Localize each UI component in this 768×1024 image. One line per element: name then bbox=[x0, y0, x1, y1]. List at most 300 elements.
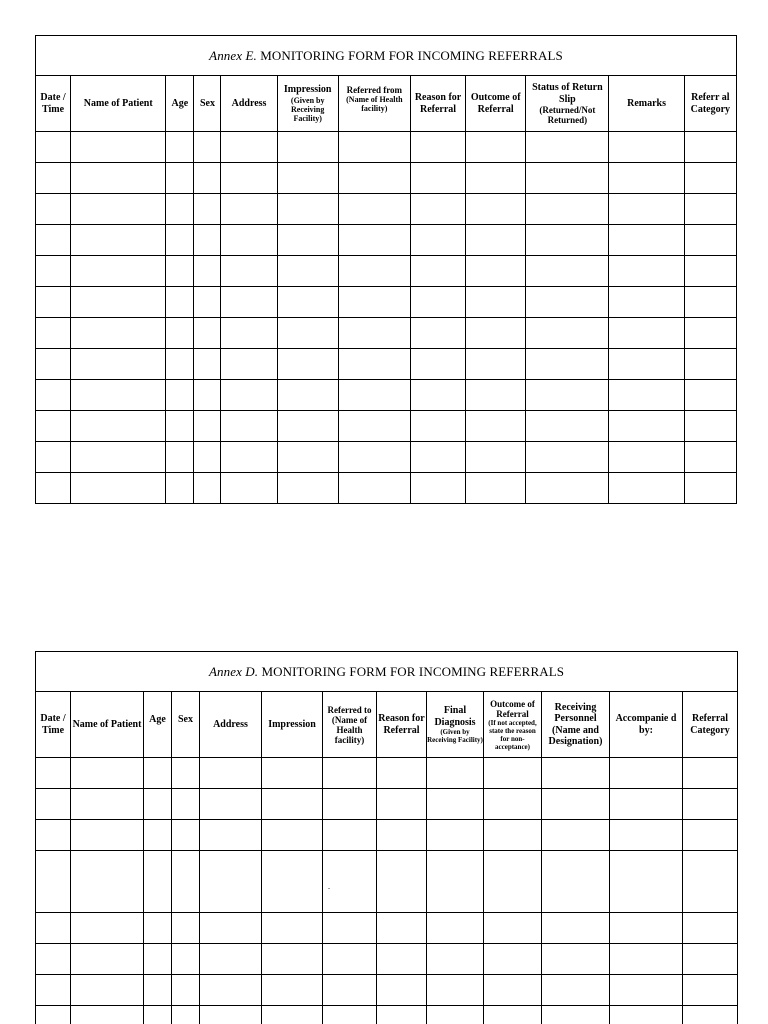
blank-entry-cell[interactable] bbox=[166, 132, 194, 163]
blank-entry-cell[interactable] bbox=[410, 225, 465, 256]
header-age-label: Age bbox=[149, 714, 166, 725]
blank-entry-cell[interactable] bbox=[609, 473, 684, 504]
blank-entry-cell[interactable] bbox=[323, 851, 377, 913]
blank-entry-cell[interactable] bbox=[338, 318, 410, 349]
blank-entry-cell[interactable] bbox=[609, 132, 684, 163]
blank-entry-cell[interactable] bbox=[610, 851, 683, 913]
blank-entry-cell[interactable] bbox=[526, 318, 609, 349]
blank-entry-cell[interactable] bbox=[684, 163, 736, 194]
header-referral-category: Referr al Category bbox=[684, 76, 736, 132]
blank-entry-cell[interactable] bbox=[36, 225, 71, 256]
blank-entry-cell[interactable] bbox=[609, 287, 684, 318]
table-row bbox=[36, 473, 737, 504]
blank-entry-cell[interactable] bbox=[323, 913, 377, 944]
blank-entry-cell[interactable] bbox=[410, 473, 465, 504]
blank-entry-cell[interactable] bbox=[221, 163, 277, 194]
blank-entry-cell[interactable] bbox=[466, 194, 526, 225]
header-name-of-patient: Name of Patient bbox=[71, 692, 144, 758]
blank-entry-cell[interactable] bbox=[200, 944, 262, 975]
blank-entry-cell[interactable] bbox=[684, 225, 736, 256]
header-date-time: Date / Time bbox=[36, 692, 71, 758]
blank-entry-cell[interactable] bbox=[466, 411, 526, 442]
blank-entry-cell[interactable] bbox=[36, 349, 71, 380]
blank-entry-cell[interactable] bbox=[610, 758, 683, 789]
blank-entry-cell[interactable] bbox=[410, 194, 465, 225]
blank-entry-cell[interactable] bbox=[221, 380, 277, 411]
blank-entry-cell[interactable] bbox=[410, 318, 465, 349]
blank-entry-cell[interactable] bbox=[277, 132, 338, 163]
blank-entry-cell[interactable] bbox=[172, 975, 200, 1006]
blank-entry-cell[interactable] bbox=[610, 1006, 683, 1024]
blank-entry-cell[interactable] bbox=[610, 913, 683, 944]
blank-entry-cell[interactable] bbox=[323, 820, 377, 851]
blank-entry-cell[interactable] bbox=[338, 442, 410, 473]
blank-entry-cell[interactable] bbox=[609, 318, 684, 349]
blank-entry-cell[interactable] bbox=[609, 442, 684, 473]
table-row bbox=[36, 380, 737, 411]
annex-d-header-row bbox=[36, 692, 738, 758]
blank-entry-cell[interactable] bbox=[684, 318, 736, 349]
blank-entry-cell[interactable] bbox=[200, 758, 262, 789]
annex-e-title bbox=[36, 36, 737, 76]
blank-entry-cell[interactable] bbox=[172, 851, 200, 913]
header-receiving-personnel: Receiving Personnel (Name and Designation) bbox=[542, 692, 610, 758]
blank-entry-cell[interactable] bbox=[484, 944, 542, 975]
blank-entry-cell[interactable] bbox=[172, 1006, 200, 1024]
blank-entry-cell[interactable] bbox=[277, 318, 338, 349]
blank-entry-cell[interactable] bbox=[526, 194, 609, 225]
blank-entry-cell[interactable] bbox=[221, 132, 277, 163]
blank-entry-cell[interactable] bbox=[71, 225, 166, 256]
blank-entry-cell[interactable] bbox=[262, 1006, 323, 1024]
blank-entry-cell[interactable] bbox=[277, 411, 338, 442]
blank-entry-cell[interactable] bbox=[484, 913, 542, 944]
blank-entry-cell[interactable] bbox=[277, 473, 338, 504]
blank-entry-cell[interactable] bbox=[410, 380, 465, 411]
blank-entry-cell[interactable] bbox=[71, 820, 144, 851]
blank-entry-cell[interactable] bbox=[542, 851, 610, 913]
blank-entry-cell[interactable] bbox=[610, 944, 683, 975]
header-final-diagnosis-label: Final Diagnosis bbox=[434, 705, 476, 728]
table-row bbox=[36, 132, 737, 163]
table-row bbox=[36, 225, 737, 256]
blank-entry-cell[interactable] bbox=[526, 256, 609, 287]
blank-entry-cell[interactable] bbox=[609, 349, 684, 380]
blank-entry-cell[interactable] bbox=[194, 163, 221, 194]
blank-entry-cell[interactable] bbox=[71, 975, 144, 1006]
annex-d-body bbox=[36, 758, 738, 1024]
blank-entry-cell[interactable] bbox=[144, 758, 172, 789]
blank-entry-cell[interactable] bbox=[71, 349, 166, 380]
annex-e-title-prefix: Annex E. bbox=[209, 47, 257, 63]
blank-entry-cell[interactable] bbox=[377, 851, 427, 913]
blank-entry-cell[interactable] bbox=[466, 225, 526, 256]
blank-entry-cell[interactable] bbox=[542, 1006, 610, 1024]
blank-entry-cell[interactable] bbox=[484, 1006, 542, 1024]
blank-entry-cell[interactable] bbox=[377, 758, 427, 789]
blank-entry-cell[interactable] bbox=[221, 411, 277, 442]
blank-entry-cell[interactable] bbox=[323, 1006, 377, 1024]
blank-entry-cell[interactable] bbox=[684, 194, 736, 225]
header-impression bbox=[277, 76, 338, 132]
table-row bbox=[36, 256, 737, 287]
blank-entry-cell[interactable] bbox=[466, 380, 526, 411]
blank-entry-cell[interactable] bbox=[172, 913, 200, 944]
blank-entry-cell[interactable] bbox=[262, 913, 323, 944]
blank-entry-cell[interactable] bbox=[609, 380, 684, 411]
blank-entry-cell[interactable] bbox=[684, 132, 736, 163]
blank-entry-cell[interactable] bbox=[466, 132, 526, 163]
blank-entry-cell[interactable] bbox=[609, 163, 684, 194]
blank-entry-cell[interactable] bbox=[410, 287, 465, 318]
blank-entry-cell[interactable] bbox=[542, 913, 610, 944]
blank-entry-cell[interactable] bbox=[323, 758, 377, 789]
blank-entry-cell[interactable] bbox=[323, 944, 377, 975]
blank-entry-cell[interactable] bbox=[194, 349, 221, 380]
blank-entry-cell[interactable] bbox=[172, 820, 200, 851]
blank-entry-cell[interactable] bbox=[684, 380, 736, 411]
blank-entry-cell[interactable] bbox=[221, 349, 277, 380]
stray-mark: . bbox=[328, 882, 330, 891]
blank-entry-cell[interactable] bbox=[338, 132, 410, 163]
blank-entry-cell[interactable] bbox=[36, 287, 71, 318]
blank-entry-cell[interactable] bbox=[338, 411, 410, 442]
blank-entry-cell[interactable] bbox=[484, 789, 542, 820]
blank-entry-cell[interactable] bbox=[277, 442, 338, 473]
blank-entry-cell[interactable] bbox=[683, 820, 738, 851]
blank-entry-cell[interactable] bbox=[609, 194, 684, 225]
blank-entry-cell[interactable] bbox=[262, 975, 323, 1006]
header-final-diagnosis-note: (Given by Receiving Facility) bbox=[427, 728, 483, 744]
blank-entry-cell[interactable] bbox=[377, 1006, 427, 1024]
blank-entry-cell[interactable] bbox=[194, 318, 221, 349]
blank-entry-cell[interactable] bbox=[221, 473, 277, 504]
blank-entry-cell[interactable] bbox=[377, 944, 427, 975]
blank-entry-cell[interactable] bbox=[262, 944, 323, 975]
annex-d-title-prefix: Annex D. bbox=[208, 663, 259, 679]
blank-entry-cell[interactable] bbox=[526, 163, 609, 194]
blank-entry-cell[interactable] bbox=[262, 758, 323, 789]
blank-entry-cell[interactable] bbox=[166, 318, 194, 349]
blank-entry-cell[interactable] bbox=[410, 349, 465, 380]
blank-entry-cell[interactable] bbox=[526, 411, 609, 442]
blank-entry-cell[interactable] bbox=[484, 975, 542, 1006]
blank-entry-cell[interactable] bbox=[166, 411, 194, 442]
blank-entry-cell[interactable] bbox=[427, 975, 484, 1006]
blank-entry-cell[interactable] bbox=[166, 473, 194, 504]
blank-entry-cell[interactable] bbox=[526, 225, 609, 256]
blank-entry-cell[interactable] bbox=[526, 442, 609, 473]
blank-entry-cell[interactable] bbox=[144, 1006, 172, 1024]
blank-entry-cell[interactable] bbox=[542, 944, 610, 975]
blank-entry-cell[interactable] bbox=[338, 194, 410, 225]
blank-entry-cell[interactable] bbox=[194, 380, 221, 411]
blank-entry-cell[interactable] bbox=[71, 1006, 144, 1024]
blank-entry-cell[interactable] bbox=[194, 256, 221, 287]
blank-entry-cell[interactable] bbox=[526, 287, 609, 318]
header-name-of-patient: Name of Patient bbox=[71, 76, 166, 132]
blank-entry-cell[interactable] bbox=[194, 194, 221, 225]
blank-entry-cell[interactable] bbox=[194, 287, 221, 318]
blank-entry-cell[interactable] bbox=[526, 132, 609, 163]
blank-entry-cell[interactable] bbox=[466, 287, 526, 318]
blank-entry-cell[interactable] bbox=[277, 380, 338, 411]
table-row bbox=[36, 349, 737, 380]
blank-entry-cell[interactable] bbox=[683, 851, 738, 913]
blank-entry-cell[interactable] bbox=[166, 163, 194, 194]
blank-entry-cell[interactable] bbox=[542, 789, 610, 820]
blank-entry-cell[interactable] bbox=[542, 975, 610, 1006]
blank-entry-cell[interactable] bbox=[144, 975, 172, 1006]
blank-entry-cell[interactable] bbox=[684, 442, 736, 473]
blank-entry-cell[interactable] bbox=[71, 287, 166, 318]
blank-entry-cell[interactable] bbox=[36, 411, 71, 442]
blank-entry-cell[interactable] bbox=[427, 944, 484, 975]
blank-entry-cell[interactable] bbox=[71, 318, 166, 349]
blank-entry-cell[interactable] bbox=[684, 349, 736, 380]
table-row bbox=[36, 442, 737, 473]
blank-entry-cell[interactable] bbox=[144, 913, 172, 944]
header-impression: Impression bbox=[262, 692, 323, 758]
blank-entry-cell[interactable] bbox=[484, 758, 542, 789]
header-sex-label: Sex bbox=[178, 714, 193, 725]
header-referred-to bbox=[323, 692, 377, 758]
table-row bbox=[36, 758, 738, 789]
blank-entry-cell[interactable] bbox=[277, 256, 338, 287]
blank-entry-cell[interactable] bbox=[36, 442, 71, 473]
blank-entry-cell[interactable] bbox=[36, 380, 71, 411]
blank-entry-cell[interactable] bbox=[277, 225, 338, 256]
annex-e-monitoring-table bbox=[35, 35, 737, 504]
blank-entry-cell[interactable] bbox=[338, 163, 410, 194]
blank-entry-cell[interactable] bbox=[200, 851, 262, 913]
blank-entry-cell[interactable] bbox=[410, 256, 465, 287]
blank-entry-cell[interactable] bbox=[484, 820, 542, 851]
blank-entry-cell[interactable] bbox=[194, 442, 221, 473]
blank-entry-cell[interactable] bbox=[427, 820, 484, 851]
blank-entry-cell[interactable] bbox=[71, 473, 166, 504]
blank-entry-cell[interactable] bbox=[338, 473, 410, 504]
blank-entry-cell[interactable] bbox=[683, 789, 738, 820]
blank-entry-cell[interactable] bbox=[542, 820, 610, 851]
blank-entry-cell[interactable] bbox=[683, 1006, 738, 1024]
blank-entry-cell[interactable] bbox=[262, 851, 323, 913]
blank-entry-cell[interactable] bbox=[484, 851, 542, 913]
header-age: Age bbox=[166, 76, 194, 132]
blank-entry-cell[interactable] bbox=[144, 851, 172, 913]
annex-d-monitoring-table bbox=[35, 651, 738, 1024]
blank-entry-cell[interactable] bbox=[338, 225, 410, 256]
blank-entry-cell[interactable] bbox=[144, 944, 172, 975]
header-reason-for-referral: Reason for Referral bbox=[410, 76, 465, 132]
blank-entry-cell[interactable] bbox=[166, 442, 194, 473]
blank-entry-cell[interactable] bbox=[36, 820, 71, 851]
header-sex: Sex bbox=[194, 76, 221, 132]
blank-entry-cell[interactable] bbox=[71, 913, 144, 944]
blank-entry-cell[interactable] bbox=[466, 256, 526, 287]
blank-entry-cell[interactable] bbox=[338, 256, 410, 287]
blank-entry-cell[interactable] bbox=[221, 225, 277, 256]
blank-entry-cell[interactable] bbox=[71, 380, 166, 411]
blank-entry-cell[interactable] bbox=[466, 318, 526, 349]
blank-entry-cell[interactable] bbox=[410, 411, 465, 442]
blank-entry-cell[interactable] bbox=[466, 163, 526, 194]
blank-entry-cell[interactable] bbox=[71, 163, 166, 194]
blank-entry-cell[interactable] bbox=[610, 820, 683, 851]
blank-entry-cell[interactable] bbox=[683, 944, 738, 975]
header-outcome-of-referral: Outcome of Referral bbox=[466, 76, 526, 132]
blank-entry-cell[interactable] bbox=[172, 789, 200, 820]
blank-entry-cell[interactable] bbox=[166, 194, 194, 225]
blank-entry-cell[interactable] bbox=[166, 287, 194, 318]
blank-entry-cell[interactable] bbox=[410, 163, 465, 194]
blank-entry-cell[interactable] bbox=[71, 132, 166, 163]
blank-entry-cell[interactable] bbox=[683, 975, 738, 1006]
blank-entry-cell[interactable] bbox=[36, 851, 71, 913]
blank-entry-cell[interactable] bbox=[466, 442, 526, 473]
blank-entry-cell[interactable] bbox=[427, 789, 484, 820]
header-referred-to-label: Referred to (Name of Health facility) bbox=[327, 704, 372, 745]
header-outcome-label: Outcome of Referral bbox=[490, 698, 535, 719]
blank-entry-cell[interactable] bbox=[609, 411, 684, 442]
blank-entry-cell[interactable] bbox=[71, 851, 144, 913]
blank-entry-cell[interactable] bbox=[427, 913, 484, 944]
blank-entry-cell[interactable] bbox=[200, 1006, 262, 1024]
blank-entry-cell[interactable] bbox=[323, 975, 377, 1006]
blank-entry-cell[interactable] bbox=[277, 194, 338, 225]
blank-entry-cell[interactable] bbox=[194, 225, 221, 256]
header-status-label: Status of Return Slip bbox=[532, 82, 603, 105]
blank-entry-cell[interactable] bbox=[466, 473, 526, 504]
annex-e-body bbox=[36, 132, 737, 504]
blank-entry-cell[interactable] bbox=[377, 975, 427, 1006]
header-impression-label: Impression bbox=[283, 84, 332, 96]
blank-entry-cell[interactable] bbox=[377, 789, 427, 820]
blank-entry-cell[interactable] bbox=[410, 442, 465, 473]
blank-entry-cell[interactable] bbox=[71, 194, 166, 225]
blank-entry-cell[interactable] bbox=[262, 789, 323, 820]
table-row bbox=[36, 851, 738, 913]
blank-entry-cell[interactable] bbox=[71, 758, 144, 789]
blank-entry-cell[interactable] bbox=[71, 411, 166, 442]
blank-entry-cell[interactable] bbox=[194, 411, 221, 442]
header-outcome-note: (If not accepted, state the reason for non-acceptance) bbox=[488, 718, 537, 751]
blank-entry-cell[interactable] bbox=[36, 256, 71, 287]
blank-entry-cell[interactable] bbox=[166, 380, 194, 411]
blank-entry-cell[interactable] bbox=[338, 287, 410, 318]
blank-entry-cell[interactable] bbox=[221, 256, 277, 287]
blank-entry-cell[interactable] bbox=[221, 287, 277, 318]
blank-entry-cell[interactable] bbox=[200, 975, 262, 1006]
blank-entry-cell[interactable] bbox=[377, 820, 427, 851]
table-row bbox=[36, 789, 738, 820]
blank-entry-cell[interactable] bbox=[526, 473, 609, 504]
table-row bbox=[36, 194, 737, 225]
blank-entry-cell[interactable] bbox=[684, 256, 736, 287]
blank-entry-cell[interactable] bbox=[610, 789, 683, 820]
blank-entry-cell[interactable] bbox=[172, 758, 200, 789]
header-address: Address bbox=[200, 692, 262, 758]
blank-entry-cell[interactable] bbox=[172, 944, 200, 975]
blank-entry-cell[interactable] bbox=[166, 349, 194, 380]
blank-entry-cell[interactable] bbox=[323, 789, 377, 820]
blank-entry-cell[interactable] bbox=[610, 975, 683, 1006]
blank-entry-cell[interactable] bbox=[684, 287, 736, 318]
blank-entry-cell[interactable] bbox=[684, 473, 736, 504]
blank-entry-cell[interactable] bbox=[36, 163, 71, 194]
blank-entry-cell[interactable] bbox=[221, 442, 277, 473]
blank-entry-cell[interactable] bbox=[277, 163, 338, 194]
blank-entry-cell[interactable] bbox=[71, 944, 144, 975]
blank-entry-cell[interactable] bbox=[166, 256, 194, 287]
blank-entry-cell[interactable] bbox=[277, 349, 338, 380]
blank-entry-cell[interactable] bbox=[36, 975, 71, 1006]
blank-entry-cell[interactable] bbox=[36, 789, 71, 820]
blank-entry-cell[interactable] bbox=[684, 411, 736, 442]
blank-entry-cell[interactable] bbox=[542, 758, 610, 789]
table-row bbox=[36, 318, 737, 349]
blank-entry-cell[interactable] bbox=[36, 913, 71, 944]
blank-entry-cell[interactable] bbox=[338, 349, 410, 380]
blank-entry-cell[interactable] bbox=[166, 225, 194, 256]
blank-entry-cell[interactable] bbox=[200, 789, 262, 820]
blank-entry-cell[interactable] bbox=[36, 194, 71, 225]
blank-entry-cell[interactable] bbox=[427, 758, 484, 789]
blank-entry-cell[interactable] bbox=[526, 349, 609, 380]
blank-entry-cell[interactable] bbox=[36, 758, 71, 789]
table-row bbox=[36, 975, 738, 1006]
blank-entry-cell[interactable] bbox=[200, 820, 262, 851]
blank-entry-cell[interactable] bbox=[144, 789, 172, 820]
blank-entry-cell[interactable] bbox=[221, 318, 277, 349]
blank-entry-cell[interactable] bbox=[144, 820, 172, 851]
blank-entry-cell[interactable] bbox=[683, 913, 738, 944]
annex-d-title bbox=[36, 652, 738, 692]
blank-entry-cell[interactable] bbox=[71, 442, 166, 473]
header-status-of-return-slip bbox=[526, 76, 609, 132]
blank-entry-cell[interactable] bbox=[410, 132, 465, 163]
blank-entry-cell[interactable] bbox=[609, 225, 684, 256]
blank-entry-cell[interactable] bbox=[221, 194, 277, 225]
blank-entry-cell[interactable] bbox=[262, 820, 323, 851]
table-row bbox=[36, 820, 738, 851]
blank-entry-cell[interactable] bbox=[427, 851, 484, 913]
blank-entry-cell[interactable] bbox=[200, 913, 262, 944]
blank-entry-cell[interactable] bbox=[36, 473, 71, 504]
blank-entry-cell[interactable] bbox=[526, 380, 609, 411]
blank-entry-cell[interactable] bbox=[71, 789, 144, 820]
blank-entry-cell[interactable] bbox=[194, 132, 221, 163]
blank-entry-cell[interactable] bbox=[609, 256, 684, 287]
table-row bbox=[36, 944, 738, 975]
blank-entry-cell[interactable] bbox=[36, 1006, 71, 1024]
blank-entry-cell[interactable] bbox=[338, 380, 410, 411]
blank-entry-cell[interactable] bbox=[71, 256, 166, 287]
annex-e-title-text: MONITORING FORM FOR INCOMING REFERRALS bbox=[256, 47, 563, 63]
blank-entry-cell[interactable] bbox=[277, 287, 338, 318]
blank-entry-cell[interactable] bbox=[36, 944, 71, 975]
blank-entry-cell[interactable] bbox=[36, 318, 71, 349]
header-impression-note: (Given by Receiving Facility) bbox=[290, 95, 325, 123]
blank-entry-cell[interactable] bbox=[683, 758, 738, 789]
header-final-diagnosis bbox=[427, 692, 484, 758]
header-address: Address bbox=[221, 76, 277, 132]
blank-entry-cell[interactable] bbox=[36, 132, 71, 163]
blank-entry-cell[interactable] bbox=[377, 913, 427, 944]
blank-entry-cell[interactable] bbox=[466, 349, 526, 380]
blank-entry-cell[interactable] bbox=[427, 1006, 484, 1024]
blank-entry-cell[interactable] bbox=[194, 473, 221, 504]
